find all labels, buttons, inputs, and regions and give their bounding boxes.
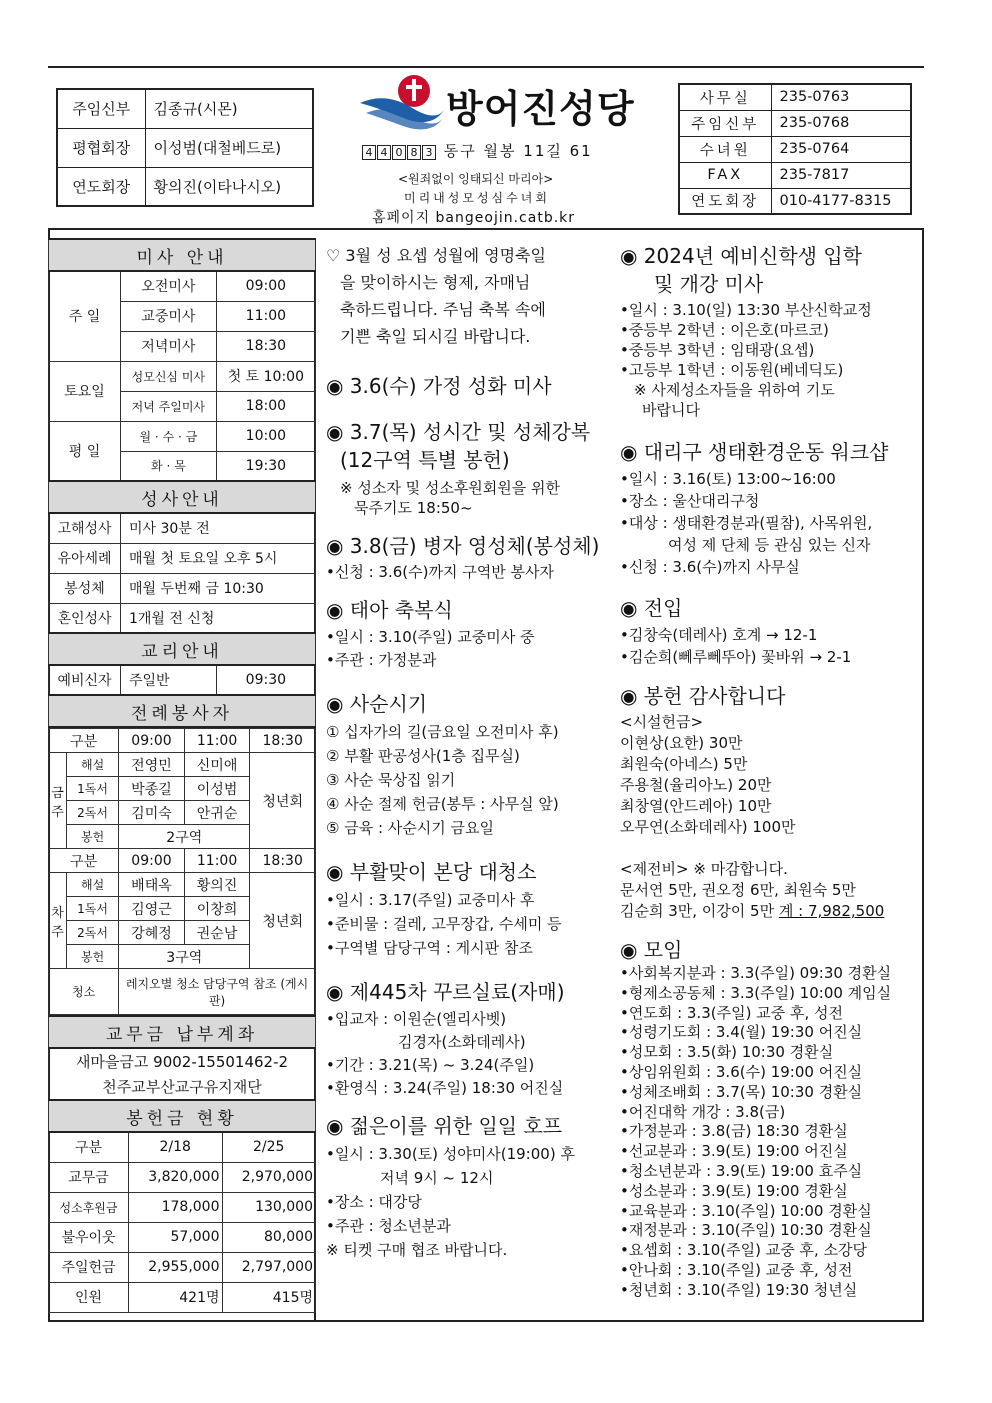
meetings-list [620,964,916,1301]
right-column: ◉ 2024년 예비신학생 입학 및 개강 미사 •일시 : 3.10(일) 13:30 부산신학교정 •중등부 2학년 : 이은호(마르코) •중등부 3학년 : 임태광(요셉) •고등부 1학년 : 이동원(베네딕도) ※ 사제성소자들을 위하여 기도 바랍니다 ◉ 대리구 생태환경운동 워크샵 •일시 : 3.16(토) 13:00~16:00 •장소 : 울산대리구청 •대상 : 생태환경분과(필참), 사목위원, 여성 제 단체 등 관심 있는 신자 •신청 : 3.6(수)까지 사무실 ◉ 전입 •김창숙(데레사) 호계 → 12-1 •김순희(뻬루뻬뚜아) 꽃바위 → 2-1 ◉ 봉헌 감사합니다 <시설헌금> 이현상(요한) 30만 최원숙(아네스) 5만 주용철(율리아노) 20만 최창열(안드레아) 10만 오무연(소화데레사) 100만 <제전비> ※ 마감합니다. 문서연 5만, 권오정 6만, 최원숙 5만 김순희 3만, 이강이 5만 계 : 7,982,500 ◉ 모임 •사회복지분과 : 3.3(주일) 09:30 경환실 •형제소공동체 : 3.3(주일) 10:00 계임실 •연도회 : 3.3(주일) 교중 후, 성전 •성령기도회 : 3.4(월) 19:30 어진실 •성모회 : 3.5(화) 10:30 경환실 •상임위원회 : 3.6(수) 19:00 어진실 •성체조배회 : 3.7(목) 10:30 경환실 •어진대학 개강 : 3.8(금) •가정분과 : 3.8(금) 18:30 경환실 •선교분과 : 3.9(토) 19:00 어진실 •청소년분과 : 3.9(토) 19:00 효주실 •성소분과 : 3.9(토) 19:00 경환실 •교육분과 : 3.10(주일) 10:00 경환실 •재정분과 : 3.10(주일) 10:30 경환실 •요셉회 : 3.10(주일) 교중 후, 소강당 •안나회 : 3.10(주일) 교중 후, 성전 •청년회 : 3.10(주일) 19:30 청년실 [620,242,916,1301]
section-heading: ◉ 2024년 예비신학생 입학 [620,244,862,268]
section-heading: ◉ 모임 [620,938,683,962]
list-item: •사회복지분과 : 3.3(주일) 09:30 경환실 [620,964,892,982]
list-item: 여성 제 단체 등 관심 있는 신자 [668,536,871,554]
section-heading: ◉ 3.7(목) 성시간 및 성체강복 [326,420,591,444]
list-item: 이현상(요한) 30만 [620,734,743,752]
list-item: •김순희(뻬루뻬뚜아) 꽃바위 → 2-1 [620,648,852,666]
intro-text: ♡ 3월 성 요셉 성월에 영명축일 을 맞이하시는 형제, 자매님 축하드립니다. 주님 축복 속에 기쁜 축일 되시길 바랍니다. [326,246,546,346]
list-item: •연도회 : 3.3(주일) 교중 후, 성전 [620,1003,843,1022]
list-item: •준비물 : 걸레, 고무장갑, 수세미 등 [326,915,562,933]
address-text: 동구 월봉 11길 61 [443,142,593,160]
zip-digit: 4 [362,145,376,160]
list-item: •요셉회 : 3.10(주일) 교중 후, 소강당 [620,1241,868,1260]
list-item: •중등부 2학년 : 이은호(마르코) [620,321,829,339]
list-item: •성령기도회 : 3.4(월) 19:30 어진실 [620,1023,863,1042]
motto: <원죄없이 잉태되신 마리아> [398,172,554,186]
list-item: •성체조배회 : 3.7(목) 10:30 경환실 [620,1082,863,1101]
offering-total: 계 : 7,982,500 [778,902,885,920]
parish-title: 방어진성당 [446,87,635,131]
sacrament-title: 성사안내 [49,481,316,513]
list-item: ※ 사제성소자들을 위하여 기도 [634,381,835,399]
list-item: 오무연(소화데레사) 100만 [620,818,796,836]
list-item: •구역별 담당구역 : 게시판 참조 [326,939,533,957]
list-item: •중등부 3학년 : 임태광(요셉) [620,341,815,359]
list-item: 최원숙(아네스) 5만 [620,755,748,773]
lent-list [326,720,608,840]
list-item: •어진대학 개강 : 3.8(금) [620,1102,786,1121]
list-item: ② 부활 판공성사(1층 집무실) [326,747,520,765]
list-item: •성소분과 : 3.9(토) 19:00 경환실 [620,1181,848,1200]
offering-title: 봉헌금 현황 [49,1100,316,1132]
staff-info-table [56,88,314,207]
top-rule [48,66,924,68]
table-row: 수녀원 235-0764 [679,136,911,162]
list-item: •일시 : 3.10(일) 13:30 부산신학교정 [620,301,872,319]
homepage-link[interactable]: 홈페이지 bangeojin.catb.kr [372,210,576,226]
section-heading: ◉ 봉헌 감사합니다 [620,684,786,708]
list-item: 최창열(안드레아) 10만 [620,797,772,815]
list-item: ③ 사순 묵상집 읽기 [326,771,456,789]
list-item: •장소 : 울산대리구청 [620,492,760,510]
list-item: 김순희 3만, 이강이 5만 계 : 7,982,500 [620,902,885,920]
section-heading: ◉ 태아 축복식 [326,598,453,622]
list-item: •김창숙(데레사) 호계 → 12-1 [620,626,818,644]
table-row: 연도회장 황의진(이타나시오) [57,167,313,206]
liturgy-table: 구분 09:00 11:00 18:30 금주 해설 전영민 신미애 청년회 1독서 박종길 이성범 2독서 김미숙 안귀순 봉헌 2구역 구분 09:00 11:00 18:30 차주 해설 배태옥 황의진 청년회 1독서 김영근 이창희 2독서 강혜정 권순남 봉헌 3구역 청소 레지오별 청소 담당구역 참조 (게시판) [48,728,316,1015]
table-row: 주임신부 김종규(시몬) [57,89,313,128]
sunday-label: 주 일 [49,271,121,361]
section-heading: ◉ 부활맞이 본당 대청소 [326,860,537,884]
convent-name: 미리내성모성심수녀회 [404,191,550,205]
saturday-label: 토요일 [49,361,121,421]
account-title: 교무금 납부계좌 [49,1016,316,1048]
table-row: FAX 235-7817 [679,162,911,188]
list-item: •일시 : 3.17(주일) 교중미사 후 [326,891,535,909]
list-item: ① 십자가의 길(금요일 오전미사 후) [326,723,559,741]
left-column [48,238,316,1322]
list-item: •선교분과 : 3.9(토) 19:00 어진실 [620,1142,848,1161]
table-row: 사무실 235-0763 [679,84,911,110]
list-item: •상임위원회 : 3.6(수) 19:00 어진실 [620,1062,863,1081]
list-item: •재정분과 : 3.10(주일) 10:30 경환실 [620,1221,872,1240]
list-item: •안나회 : 3.10(주일) 교중 후, 성전 [620,1260,853,1279]
middle-column: ♡ 3월 성 요셉 성월에 영명축일 을 맞이하시는 형제, 자매님 축하드립니다. 주님 축복 속에 기쁜 축일 되시길 바랍니다. ◉ 3.6(수) 가정 성화 미사 ◉ 3.7(목) 성시간 및 성체강복 (12구역 특별 봉헌) ※ 성소자 및 성소후원회원을 위한 묵주기도 18:50~ ◉ 3.8(금) 병자 영성체(봉성체) •신청 : 3.6(수)까지 구역반 봉사자 ◉ 태아 축복식 •일시 : 3.10(주일) 교중미사 중 •주관 : 가정분과 ◉ 사순시기 ① 십자가의 길(금요일 오전미사 후) ② 부활 판공성사(1층 집무실) ③ 사순 묵상집 읽기 ④ 사순 절제 헌금(봉투 : 사무실 앞) ⑤ 금육 : 사순시기 금요일 ◉ 부활맞이 본당 대청소 •일시 : 3.17(주일) 교중미사 후 •준비물 : 걸레, 고무장갑, 수세미 등 •구역별 담당구역 : 게시판 참조 ◉ 제445차 꾸르실료(자매) •입교자 : 이원순(엘리사벳) 김경자(소화데레사) •기간 : 3.21(목) ~ 3.24(주일) •환영식 : 3.24(주일) 18:30 어진실 ◉ 젊은이를 위한 일일 호프 •일시 : 3.30(토) 성야미사(19:00) 후 저녁 9시 ~ 12시 •장소 : 대강당 •주관 : 청소년분과 ※ 티켓 구매 협조 바랍니다. [326,242,608,1262]
list-item: •고등부 1학년 : 이동원(베네딕도) [620,361,844,379]
table-row: 연도회장 010-4177-8315 [679,188,911,214]
list-item: <제전비> ※ 마감합니다. [620,860,788,878]
catechism-title: 교리안내 [49,633,316,665]
section-heading: ◉ 3.6(수) 가정 성화 미사 [326,374,552,398]
liturgy-title: 전례봉사자 [49,695,316,727]
section-heading: ◉ 사순시기 [326,692,428,716]
list-item: 문서연 5만, 권오정 6만, 최원숙 5만 [620,881,856,899]
list-item: 바랍니다 [642,401,700,419]
address [362,140,593,161]
table-row: 평협회장 이성범(대철베드로) [57,128,313,167]
list-item: •청소년분과 : 3.9(토) 19:00 효주실 [620,1161,863,1180]
account-offering-table: 교무금 납부계좌 새마을금고 9002-15501462-2 천주교부산교구유지재단 봉헌금 현황 구분 2/18 2/25 교무금 3,820,000 2,970,000 성소후원금 178,000 130,000 불우이웃 57,000 80,000 주일헌금 2,955,000 2,797,000 인원 421명 415명 [48,1015,316,1313]
zip-digit: 3 [422,145,436,160]
list-item: •교육분과 : 3.10(주일) 10:00 경환실 [620,1201,872,1220]
list-item: •청년회 : 3.10(주일) 19:30 청년실 [620,1280,858,1299]
section-heading: ◉ 3.8(금) 병자 영성체(봉성체) [326,534,600,558]
weekday-label: 평 일 [49,421,121,481]
contact-table [678,83,912,215]
zip-digit: 4 [377,145,391,160]
table-row: 주임신부 235-0768 [679,110,911,136]
list-item: •성모회 : 3.5(화) 10:30 경환실 [620,1043,834,1062]
list-item: 주용철(율리아노) 20만 [620,776,772,794]
section-heading: ◉ 젊은이를 위한 일일 호프 [326,1114,563,1138]
list-item: •가정분과 : 3.8(금) 18:30 경환실 [620,1122,848,1141]
zip-digit: 0 [392,145,406,160]
list-item: •일시 : 3.16(토) 13:00~16:00 [620,470,836,488]
list-item: •대상 : 생태환경분과(필참), 사목위원, [620,514,873,532]
zip-digit: 8 [407,145,421,160]
list-item: •형제소공동체 : 3.3(주일) 10:00 계임실 [620,983,892,1002]
section-heading: ◉ 전입 [620,596,683,620]
list-item: •신청 : 3.6(수)까지 사무실 [620,558,800,576]
mass-title: 미사 안내 [49,239,316,271]
list-item: ④ 사순 절제 헌금(봉투 : 사무실 앞) [326,795,559,813]
info-table: 미사 안내 주 일 오전미사 09:00 교중미사 11:00 저녁미사 18:30 토요일 성모신심 미사 첫 토 10:00 저녁 주일미사 18:00 평 일 월 · 수 · 금 10:00 화 · 목 19:30 성사안내 고해성사 미사 30분 전 유아세례 매월 첫 토요일 오후 5시 봉성체 매월 두번째 금 10:30 혼인성사 1개월 전 신청 교리안내 예비신자 주일반 09:30 전례봉사자 [48,238,316,728]
section-heading: ◉ 제445차 꾸르실료(자매) [326,980,565,1004]
list-item: <시설헌금> [620,713,704,731]
section-heading: ◉ 대리구 생태환경운동 워크샵 [620,440,889,464]
list-item: ⑤ 금육 : 사순시기 금요일 [326,819,494,837]
